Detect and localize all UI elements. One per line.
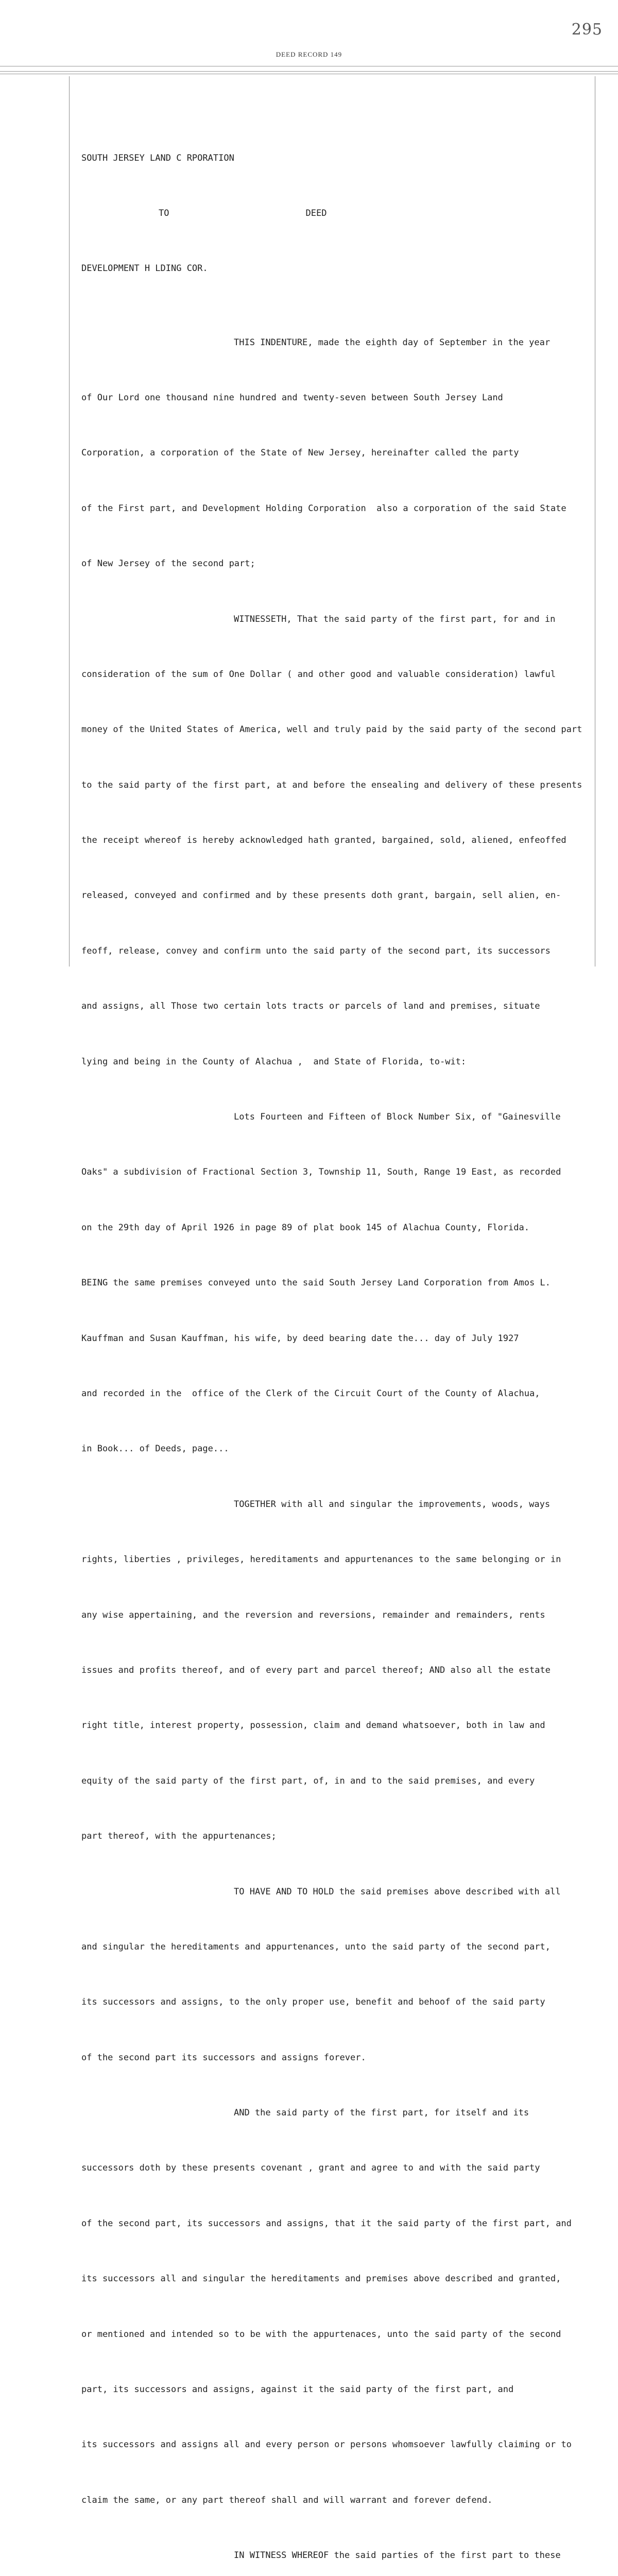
text-line: Kauffman and Susan Kauffman, his wife, by deed bearing date the... day of July 1927 (81, 1333, 519, 1344)
text-line: or mentioned and intended so to be with the appurtenaces, unto the said party of the second (81, 2329, 561, 2340)
to-label: TO (159, 208, 169, 218)
doc-type: DEED (305, 208, 327, 218)
text-line: of the First part, and Development Holding Corporation also a corporation of the said State (81, 503, 566, 514)
text-line: WITNESSETH, That the said party of the first part, for and in (234, 614, 556, 624)
grantor-line: SOUTH JERSEY LAND C RPORATION (81, 152, 234, 163)
text-line: and assigns, all Those two certain lots tracts or parcels of land and premises, situate (81, 1001, 540, 1012)
text-line: BEING the same premises conveyed unto the said South Jersey Land Corporation from Amos L. (81, 1278, 551, 1289)
header-rule-double-1 (0, 71, 618, 72)
text-line: rights, liberties , privileges, hereditaments and appurtenances to the same belonging or in (81, 1554, 561, 1565)
to-deed-line (81, 205, 596, 223)
text-line: lying and being in the County of Alachua , and State of Florida, to-wit: (81, 1056, 467, 1067)
text-line: its successors and assigns all and every person or persons whomsoever lawfully claiming or to (81, 2439, 572, 2450)
text-line: and singular the hereditaments and appurtenances, unto the said party of the second part, (81, 1941, 551, 1952)
text-line: its successors all and singular the hereditaments and premises above described and granted, (81, 2274, 561, 2284)
left-margin-rule (69, 76, 70, 967)
text-line: part, its successors and assigns, against it the said party of the first part, and (81, 2384, 514, 2395)
text-line: AND the said party of the first part, for itself and its (234, 2108, 529, 2119)
record-title: DEED RECORD 149 (276, 50, 342, 58)
text-line: of Our Lord one thousand nine hundred and twenty-seven between South Jersey Land (81, 392, 503, 403)
text-line: the receipt whereof is hereby acknowledged hath granted, bargained, sold, aliened, enfeoffed (81, 835, 566, 846)
text-line: Corporation, a corporation of the State of New Jersey, hereinafter called the party (81, 448, 519, 459)
text-line: released, conveyed and confirmed and by these presents doth grant, bargain, sell alien, en- (81, 890, 561, 901)
text-line: in Book... of Deeds, page... (81, 1444, 229, 1454)
text-line: issues and profits thereof, and of every part and parcel thereof; AND also all the estate (81, 1665, 551, 1675)
text-line: IN WITNESS WHEREOF the said parties of the first part to these (234, 2550, 561, 2561)
text-line: claim the same, or any part thereof shall and will warrant and forever defend. (81, 2495, 493, 2505)
text-line: any wise appertaining, and the reversion and reversions, remainder and remainders, rents (81, 1609, 545, 1620)
text-line: successors doth by these presents covenant , grant and agree to and with the said party (81, 2163, 540, 2174)
text-line: THIS INDENTURE, made the eighth day of September in the year (234, 337, 551, 348)
text-line: money of the United States of America, well and truly paid by the said party of the second part (81, 724, 582, 735)
text-line: consideration of the sum of One Dollar ( and other good and valuable consideration) lawful (81, 669, 556, 680)
text-line: equity of the said party of the first part, of, in and to the said premises, and every (81, 1775, 535, 1786)
text-line: its successors and assigns, to the only proper use, benefit and behoof of the said party (81, 1997, 545, 2008)
text-line: of New Jersey of the second part; (81, 558, 255, 569)
text-line: TO HAVE AND TO HOLD the said premises above described with all (234, 1886, 561, 1897)
text-line: of the second part its successors and assigns forever. (81, 2052, 366, 2063)
text-line: right title, interest property, possession, claim and demand whatsoever, both in law and (81, 1720, 545, 1731)
text-line: Lots Fourteen and Fifteen of Block Number Six, of "Gainesville (234, 1112, 561, 1123)
page-number: 295 (571, 21, 603, 39)
text-line: feoff, release, convey and confirm unto the said party of the second part, its successors (81, 945, 551, 956)
text-line: and recorded in the office of the Clerk of the Circuit Court of the County of Alachua, (81, 1388, 540, 1399)
text-line: part thereof, with the appurtenances; (81, 1831, 277, 1842)
deed-text (81, 112, 596, 2576)
text-line: of the second part, its successors and assigns, that it the said party of the first part, and (81, 2218, 572, 2229)
grantee-line: DEVELOPMENT H LDING COR. (81, 263, 208, 274)
text-line: Oaks" a subdivision of Fractional Section 3, Township 11, South, Range 19 East, as recorded (81, 1167, 561, 1178)
text-line: TOGETHER with all and singular the improvements, woods, ways (234, 1499, 551, 1510)
text-line: to the said party of the first part, at and before the ensealing and delivery of these presents (81, 779, 582, 790)
text-line: on the 29th day of April 1926 in page 89 of plat book 145 of Alachua County, Florida. (81, 1222, 529, 1233)
